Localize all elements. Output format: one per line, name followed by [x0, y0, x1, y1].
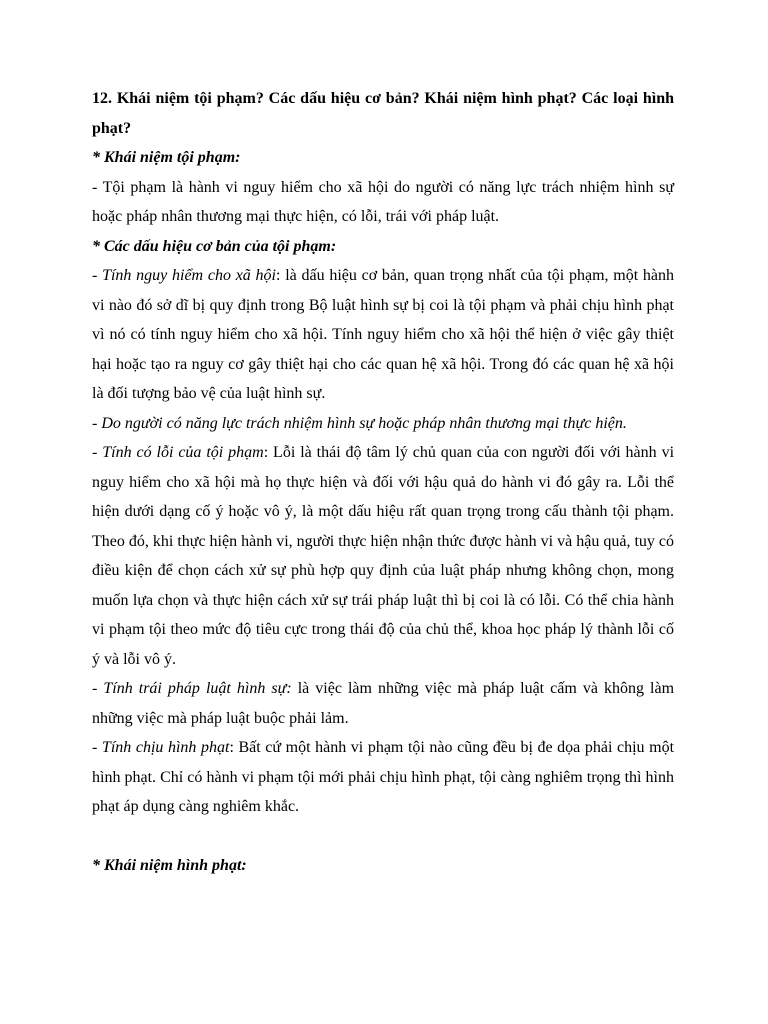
heading-crime-concept: * Khái niệm tội phạm:	[92, 149, 241, 166]
item-text: : Lỗi là thái độ tâm lý chủ quan của con người đối với hành vi nguy hiểm cho xã hội mà họ thực hiện và đối với hậu quả do hành vi đó gây ra. Lỗi thể hiện dưới dạng cố ý hoặc vô ý, là một dấu hiệu rất quan trọng trong cấu thành tội phạm. Theo đó, khi thực hiện hành vi, người thực hiện nhận thức được hành vi và hậu quả, tuy có điều kiện để chọn cách xử sự phù hợp quy định của luật pháp nhưng không chọn, mong muốn lựa chọn và thực hiện cách xử sự trái pháp luật thì bị coi là có lỗi. Có thể chia hành vi phạm tội theo mức độ tiêu cực trong thái độ của chủ thể, khoa học pháp lý thành lỗi cố ý và lỗi vô ý.	[92, 444, 675, 668]
paragraph-sign-punishability	[92, 733, 674, 822]
term-guilt: Tính có lỗi của tội phạm	[102, 444, 264, 461]
paragraph-sign-capacity	[92, 409, 674, 439]
paragraph-crime-definition: - Tội phạm là hành vi nguy hiểm cho xã hội do người có năng lực trách nhiệm hình sự hoặc pháp nhân thương mại thực hiện, có lỗi, trái với pháp luật.	[92, 178, 674, 225]
item-text: là việc làm những việc mà pháp luật cấm và không làm những việc mà pháp luật buộc phải lảm.	[92, 680, 675, 727]
item-prefix: -	[92, 739, 102, 756]
paragraph-sign-guilt	[92, 438, 674, 674]
term-danger: Tính nguy hiểm cho xã hội	[102, 267, 276, 284]
term-illegality: Tính trái pháp luật hình sự:	[103, 680, 292, 697]
heading-crime-signs: * Các dấu hiệu cơ bản của tội phạm:	[92, 237, 337, 255]
paragraph-sign-danger	[92, 261, 674, 409]
item-text: : Bất cứ một hành vi phạm tội nào cũng đều bị đe dọa phải chịu một hình phạt. Chỉ có hành vi phạm tội mới phải chịu hình phạt, tội càng nghiêm trọng thì hình phạt áp dụng càng nghiêm khắc.	[92, 739, 675, 815]
item-prefix: -	[92, 414, 102, 432]
item-prefix: -	[92, 444, 103, 461]
document-page	[92, 84, 674, 881]
item-prefix: -	[92, 680, 104, 697]
blank-line	[92, 822, 674, 852]
heading-penalty-concept: * Khái niệm hình phạt:	[92, 857, 247, 874]
term-capacity: Do người có năng lực trách nhiệm hình sự hoặc pháp nhân thương mại thực hiện.	[101, 414, 627, 432]
item-text: : là dấu hiệu cơ bản, quan trọng nhất của tội phạm, một hành vi nào đó sở dĩ bị quy định trong Bộ luật hình sự bị coi là tội phạm và phải chịu hình phạt vì nó có tính nguy hiểm cho xã hội. Tính nguy hiểm cho xã hội thể hiện ở việc gây thiệt hại hoặc tạo ra nguy cơ gây thiệt hại cho các quan hệ xã hội. Trong đó các quan hệ xã hội là đối tượng bảo vệ của luật hình sự.	[92, 267, 675, 402]
question-title: 12. Khái niệm tội phạm? Các dấu hiệu cơ bản? Khái niệm hình phạt? Các loại hình phạt?	[92, 90, 674, 137]
term-punishability: Tính chịu hình phạt	[101, 739, 230, 756]
paragraph-sign-illegality	[92, 674, 674, 733]
item-prefix: -	[92, 267, 103, 284]
